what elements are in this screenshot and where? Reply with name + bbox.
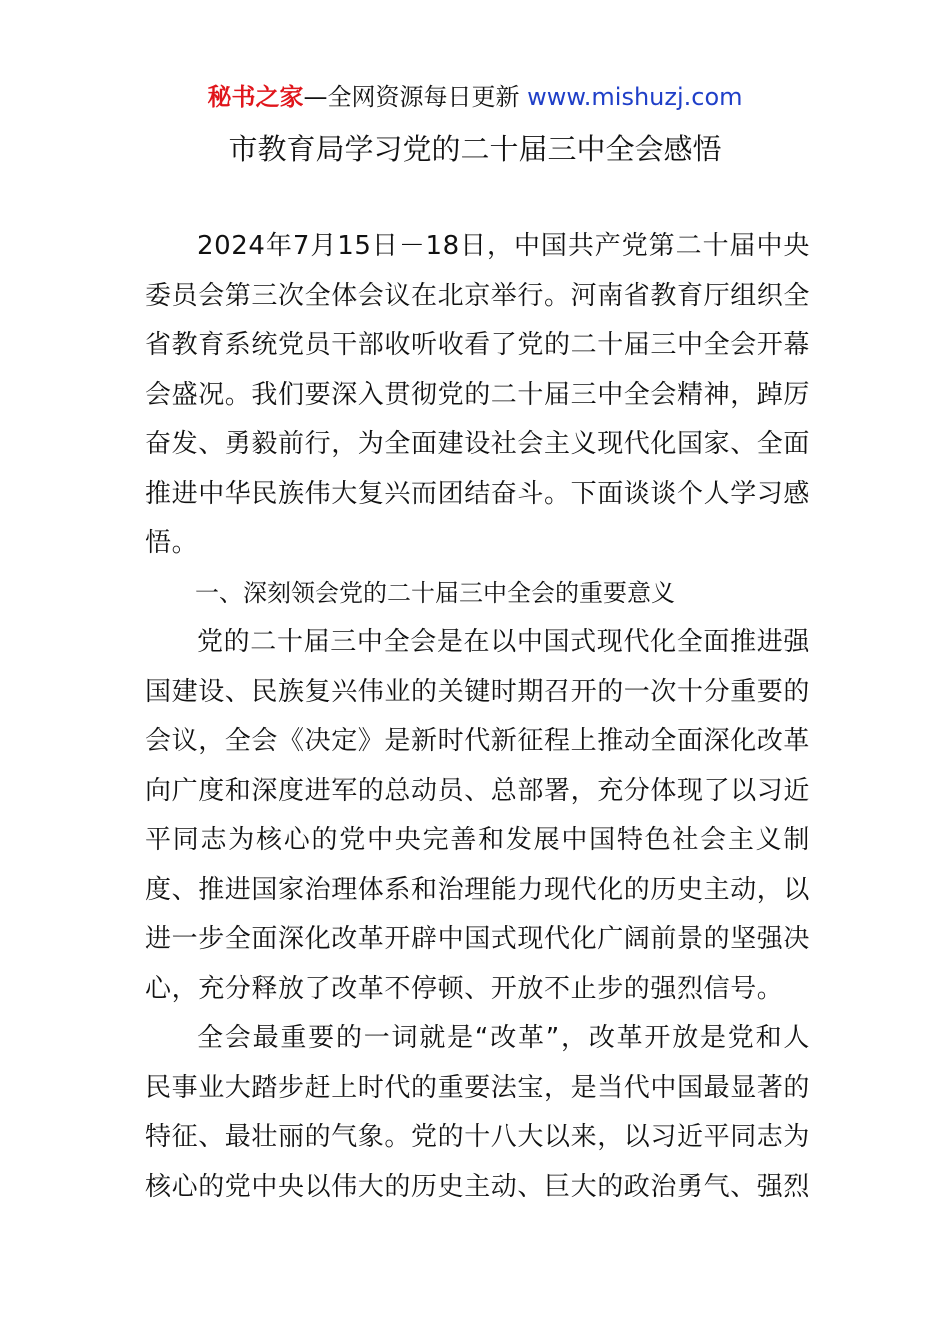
site-url-link[interactable]: www.mishuzj.com [519,83,743,111]
section-heading-1: 一、深刻领会党的二十届三中全会的重要意义 [195,578,675,607]
brand-name: 秘书之家 [207,83,304,111]
paragraph-intro: 2024年7月15日－18日，中国共产党第二十届中央委员会第三次全体会议在北京举行。河南省教育厅组织全省教育系统党员干部收听收看了党的二十届三中全会开幕会盛况。我们要深入贯彻党的二十届三中全会精神，踔厉奋发、勇毅前行，为全面建设社会主义现代化国家、全面推进中华民族伟大复兴而团结奋斗。下面谈谈个人学习感悟。 [145,231,811,558]
paragraph-reform: 全会最重要的一词就是“改革”，改革开放是党和人民事业大踏步赶上时代的重要法宝，是当代中国最显著的特征、最壮丽的气象。党的十八大以来，以习近平同志为核心的党中央以伟大的历史主动、巨大的政治勇气、强烈 [145,1023,811,1202]
site-header [0,80,950,114]
document-title: 市教育局学习党的二十届三中全会感悟 [228,132,722,166]
paragraph-significance: 党的二十届三中全会是在以中国式现代化全面推进强国建设、民族复兴伟业的关键时期召开的一次十分重要的会议，全会《决定》是新时代新征程上推动全面深化改革向广度和深度进军的总动员、总部署，充分体现了以习近平同志为核心的党中央完善和发展中国特色社会主义制度、推进国家治理体系和治理能力现代化的历史主动，以进一步全面深化改革开辟中国式现代化广阔前景的坚强决心，充分释放了改革不停顿、开放不止步的强烈信号。 [145,627,811,1004]
document-body [145,222,810,1212]
header-tagline: —全网资源每日更新 [303,83,520,111]
